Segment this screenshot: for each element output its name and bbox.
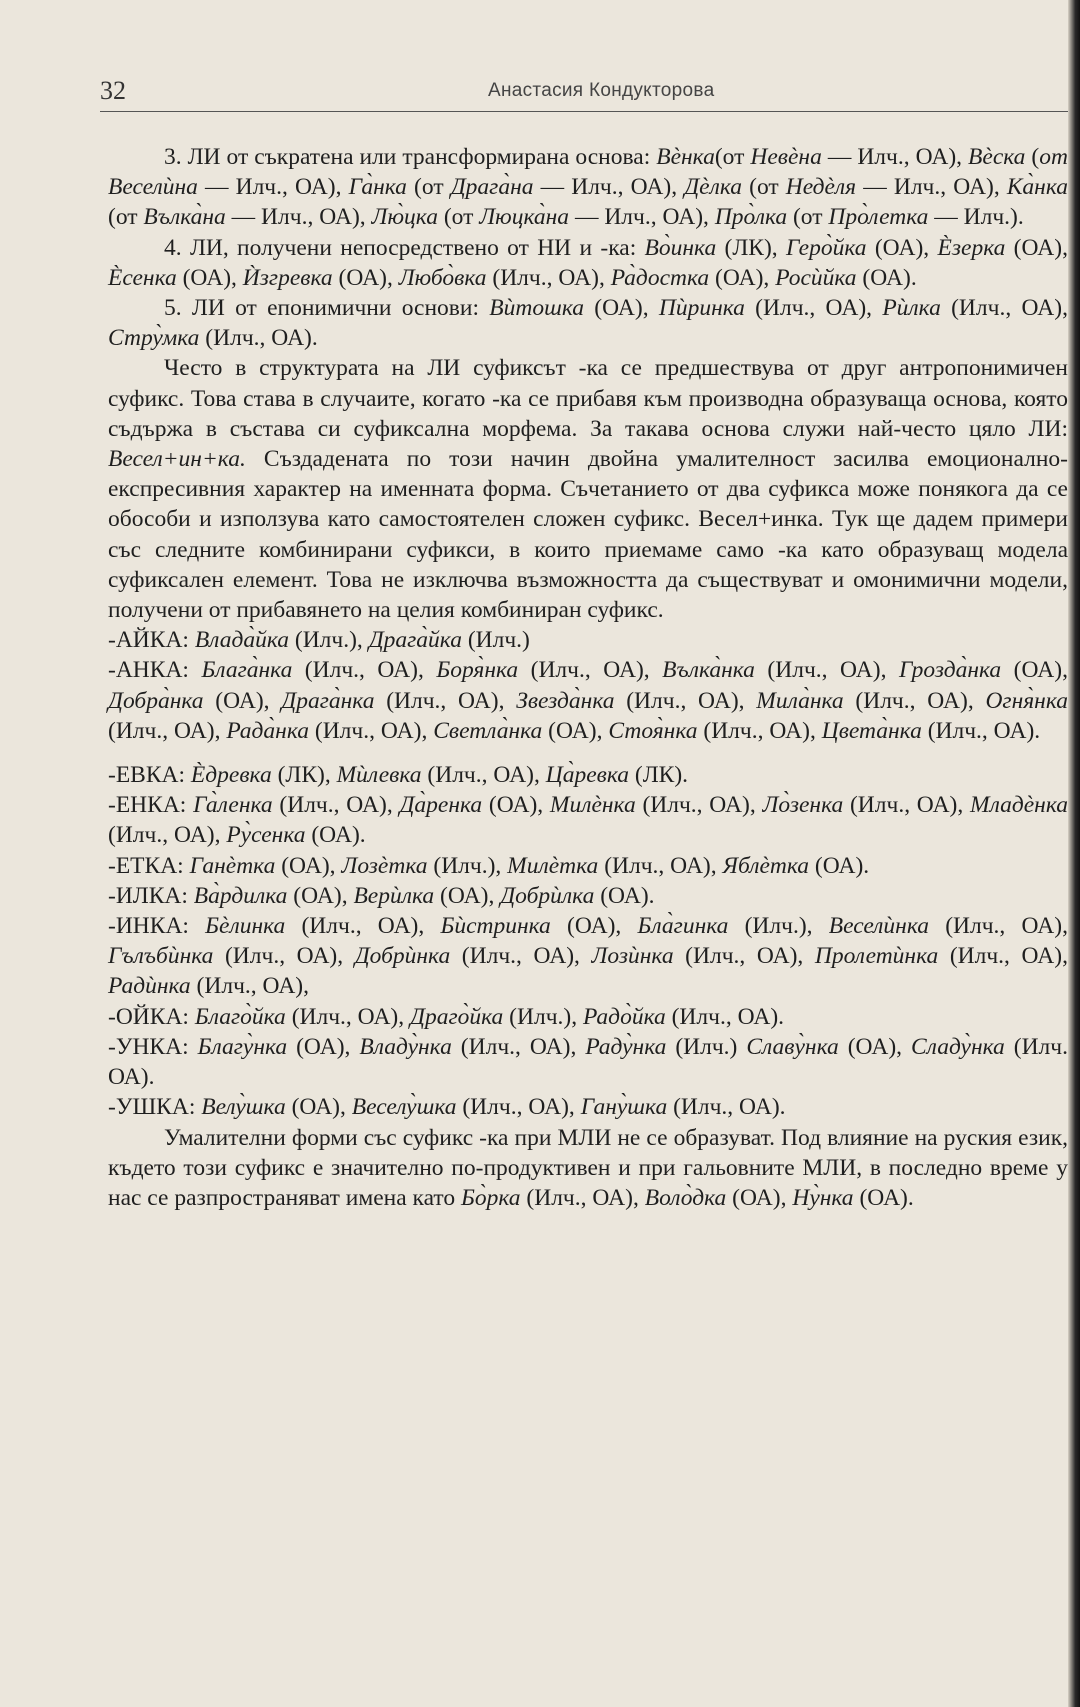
name-example: Пѝринка xyxy=(658,295,745,322)
text-run: (Илч., ОА), xyxy=(309,717,434,744)
body-text xyxy=(108,142,1068,1213)
name-example: Ва̀рдилка xyxy=(193,882,288,909)
paragraph-p9 xyxy=(108,760,1068,790)
paragraph-p3 xyxy=(108,142,1068,233)
text-run: (ОА), xyxy=(550,913,638,940)
text-run: (Илч., ОА), xyxy=(285,913,441,940)
name-example: Ѐдревка xyxy=(190,762,272,789)
text-run: -АНКА: xyxy=(108,657,202,684)
name-example: Раду̀нка xyxy=(585,1033,667,1060)
name-example: Добрѝлка xyxy=(500,882,595,909)
name-example: Ну̀нка xyxy=(792,1184,854,1211)
header-rule xyxy=(100,111,1068,112)
text-run: 5. ЛИ от епонимични основи: xyxy=(164,295,490,322)
text-run: Умалителни форми със суфикс -ка при МЛИ не се образуват. Под влияние на руския език, където този суфикс е значително по-продуктивен и при гальовните МЛИ, в последно време у нас се разпространяват имена като xyxy=(108,1124,1068,1211)
name-example: Любо̀вка xyxy=(398,264,487,291)
name-example: Звезда̀нка xyxy=(516,687,615,714)
name-example: Ѐзерка xyxy=(937,234,1006,261)
name-example: Верѝлка xyxy=(353,882,435,909)
text-run: (Илч., ОА), xyxy=(108,717,227,744)
text-run: Създадената по този начин двойна умалителност засилва емоционално-експресивния характер на именната форма. Съчетанието от два суфикса може понякога да се обособи и използува като самостоятелен сложен суфикс. Весел+инка. Тук ще дадем примери със следните комбинирани суфикси, в които приемаме само -ка като образуващ модела суфиксален елемент. Това не изключва възможността да съществуват и омонимични модели, получени от прибавянето на целия комбиниран суфикс. xyxy=(108,446,1068,624)
paragraph-p12 xyxy=(108,881,1068,911)
text-run: (ОА). xyxy=(305,822,366,849)
text-run: (Илч.), xyxy=(728,913,829,940)
name-example: Бла̀гинка xyxy=(637,913,729,940)
text-run: (ОА), xyxy=(1005,234,1068,261)
text-run: (Илч., ОА), xyxy=(744,295,883,322)
name-example: Гълъбѝнка xyxy=(108,943,214,970)
text-run: (ОА), xyxy=(287,882,354,909)
name-example: Вълка̀на xyxy=(143,204,226,231)
text-run: (Илч., ОА), xyxy=(421,762,546,789)
name-example: Бѐлинка xyxy=(205,913,286,940)
name-example: Цвета̀нка xyxy=(821,717,922,744)
text-run: (Илч., ОА). xyxy=(199,325,318,352)
text-run: (Илч.) xyxy=(666,1033,747,1060)
text-run: (Илч., ОА), xyxy=(190,973,309,1000)
text-run: (Илч., ОА), xyxy=(451,1033,586,1060)
text-run: (ЛК), xyxy=(716,234,787,261)
name-example: Мѝлевка xyxy=(336,762,422,789)
text-run: (ОА). xyxy=(856,264,917,291)
running-head: Анастасия Кондукторова xyxy=(488,80,715,101)
name-example: Вѝтошка xyxy=(489,295,584,322)
paragraph-p16 xyxy=(108,1092,1068,1122)
name-example: Про̀лка xyxy=(714,204,788,231)
name-example: Лю̀цка xyxy=(371,204,438,231)
name-example: Воло̀дка xyxy=(644,1184,727,1211)
text-run: (Илч., ОА), xyxy=(843,687,986,714)
text-run: (ОА), xyxy=(838,1033,911,1060)
text-run: (Илч., ОА), xyxy=(697,717,822,744)
name-example: Га̀ленка xyxy=(193,792,273,819)
text-run: -ЕНКА: xyxy=(108,792,194,819)
name-example: Ца̀ревка xyxy=(545,762,629,789)
name-example: Вълка̀нка xyxy=(662,657,755,684)
text-run: (Илч., ОА), xyxy=(940,295,1068,322)
text-run: (Илч., ОА), xyxy=(938,943,1068,970)
text-run: (Илч., ОА), xyxy=(520,1184,645,1211)
text-run: — Илч., ОА), xyxy=(197,174,349,201)
text-run: (ОА), xyxy=(482,792,550,819)
text-run: (Илч., ОА), xyxy=(213,943,355,970)
name-example: Веселѝнка xyxy=(828,913,929,940)
text-run: (от xyxy=(742,174,786,201)
text-run: (Илч., ОА). xyxy=(667,1094,786,1121)
name-example: Драга̀на xyxy=(450,174,534,201)
name-example: Вѐска xyxy=(968,144,1026,170)
name-example: Добра̀нка xyxy=(108,687,204,714)
text-run: (Илч., ОА), xyxy=(635,792,763,819)
text-run: (Илч., ОА), xyxy=(598,852,723,879)
name-example: Боря̀нка xyxy=(436,657,519,684)
text-run: (Илч., ОА), xyxy=(108,822,227,849)
name-example: Геро̀йка xyxy=(786,234,867,261)
paragraph-p11 xyxy=(108,851,1068,881)
text-run: (Илч., ОА), xyxy=(929,913,1068,940)
text-run: — Илч., ОА), xyxy=(569,204,715,231)
name-example: Весел+ин+ка. xyxy=(108,446,246,473)
text-run: (Илч., ОА). xyxy=(921,717,1041,744)
text-run: (Илч., ОА), xyxy=(614,687,757,714)
text-run: (Илч., ОА), xyxy=(486,264,611,291)
name-example: Ѐсенка xyxy=(108,264,177,291)
text-run: (Илч. ОА). xyxy=(108,1033,1068,1091)
name-example: Бѝстринка xyxy=(440,913,551,940)
name-example: Велу̀шка xyxy=(201,1094,286,1121)
name-example: Благу̀нка xyxy=(197,1033,288,1060)
name-example: Ра̀достка xyxy=(610,264,710,291)
name-example: Про̀летка xyxy=(828,204,929,231)
text-run: (ОА), xyxy=(285,1094,352,1121)
text-run: -УШКА: xyxy=(108,1094,202,1121)
text-run: (ЛК). xyxy=(629,762,689,789)
paragraph-p17 xyxy=(108,1123,1068,1214)
text-run: (Илч., ОА), xyxy=(272,792,400,819)
text-run: -АЙКА: xyxy=(108,627,195,654)
paragraph-p13 xyxy=(108,911,1068,1002)
name-example: Славу̀нка xyxy=(746,1033,839,1060)
name-example: Стру̀мка xyxy=(108,325,200,352)
text-run: (Илч.), xyxy=(289,627,369,654)
name-example: Дѐлка xyxy=(684,174,743,201)
text-run: -ИНКА: xyxy=(108,913,206,940)
name-example: Лозѐтка xyxy=(341,852,428,879)
name-example: Люцка̀на xyxy=(479,204,570,231)
paragraph-p15 xyxy=(108,1032,1068,1092)
name-example: Драга̀йка xyxy=(368,627,462,654)
name-example: Грозда̀нка xyxy=(898,657,1002,684)
paragraph-p7 xyxy=(108,625,1068,655)
text-run: — Илч.). xyxy=(928,204,1024,231)
text-run: (ОА), xyxy=(1001,657,1068,684)
name-example: Ѝзгревка xyxy=(242,264,333,291)
text-run: (ОА), xyxy=(203,687,282,714)
name-example: Владу̀нка xyxy=(359,1033,452,1060)
text-run: (ОА), xyxy=(287,1033,360,1060)
text-run: (ОА), xyxy=(434,882,501,909)
paragraph-p8 xyxy=(108,655,1068,746)
name-example: Яблѐтка xyxy=(722,852,809,879)
text-run: (от xyxy=(787,204,829,231)
name-example: Блага̀нка xyxy=(201,657,293,684)
text-run: -ЕВКА: xyxy=(108,762,191,789)
name-example: Рада̀нка xyxy=(226,717,309,744)
name-example: Мила̀нка xyxy=(756,687,844,714)
page-number: 32 xyxy=(100,76,126,105)
text-run: (ОА), xyxy=(866,234,938,261)
text-run: — Илч., ОА), xyxy=(856,174,1007,201)
text-run: (Илч., ОА), xyxy=(754,657,899,684)
text-run: ( xyxy=(1025,144,1040,170)
name-example: Росѝйка xyxy=(775,264,857,291)
name-example: Невѐна xyxy=(750,144,822,170)
name-example: Лозѝнка xyxy=(591,943,674,970)
text-run: (Илч., ОА), xyxy=(374,687,517,714)
text-run: (от xyxy=(437,204,480,231)
text-run: (ОА), xyxy=(542,717,609,744)
text-run: (ОА). xyxy=(594,882,655,909)
name-example: Огня̀нка xyxy=(985,687,1068,714)
paragraph-p14 xyxy=(108,1002,1068,1032)
name-example: Милѐнка xyxy=(549,792,636,819)
text-run: -УНКА: xyxy=(108,1033,198,1060)
name-example: Га̀нка xyxy=(348,174,407,201)
text-run: (Илч., ОА), xyxy=(450,943,592,970)
text-run: (ОА), xyxy=(584,295,659,322)
text-run: (ОА), xyxy=(176,264,243,291)
paragraph-p6 xyxy=(108,353,1068,625)
page-header xyxy=(100,72,1060,112)
text-run: (Илч., ОА), xyxy=(285,1003,411,1030)
page-edge-shadow xyxy=(1068,0,1080,1707)
name-example: Добрѝнка xyxy=(354,943,451,970)
name-example: Драго̀йка xyxy=(410,1003,504,1030)
text-run: — Илч., ОА), xyxy=(225,204,372,231)
text-run: — Илч., ОА), xyxy=(821,144,969,170)
text-run: (ЛК), xyxy=(271,762,337,789)
text-run: (ОА), xyxy=(275,852,342,879)
paragraph-p5 xyxy=(108,293,1068,353)
text-run: (Илч., ОА), xyxy=(518,657,663,684)
text-run: (ОА). xyxy=(853,1184,914,1211)
name-example: Вѐнка xyxy=(656,144,715,170)
text-run: (Илч., ОА), xyxy=(673,943,815,970)
name-example: Ру̀сенка xyxy=(226,822,306,849)
text-run: -ЕТКА: xyxy=(108,852,190,879)
name-example: Радѝнка xyxy=(108,973,191,1000)
text-run: (Илч., ОА), xyxy=(292,657,437,684)
paragraph-p10 xyxy=(108,790,1068,850)
name-example: Драга̀нка xyxy=(281,687,375,714)
text-run: — Илч., ОА), xyxy=(533,174,685,201)
text-run: -ИЛКА: xyxy=(108,882,194,909)
text-run: -ОЙКА: xyxy=(108,1003,195,1030)
text-run: (Илч.), xyxy=(503,1003,583,1030)
text-run: (Илч., ОА), xyxy=(456,1094,581,1121)
text-run: (ОА), xyxy=(332,264,399,291)
name-example: Младѐнка xyxy=(970,792,1068,819)
name-example: Благо̀йка xyxy=(194,1003,286,1030)
paragraph-p4 xyxy=(108,233,1068,293)
text-run: (ОА), xyxy=(709,264,776,291)
name-example: Во̀инка xyxy=(644,234,717,261)
name-example: Милѐтка xyxy=(507,852,599,879)
text-run: (от xyxy=(406,174,451,201)
text-run: (Илч., ОА), xyxy=(843,792,970,819)
text-run: (Илч.) xyxy=(461,627,530,654)
name-example: Стоя̀нка xyxy=(608,717,698,744)
text-run: Често в структурата на ЛИ суфиксът -ка се предшествува от друг антропонимичен суфикс. Това става в случаите, когато -ка се прибавя към производна образуваща основа, която съдържа в състава си суфиксална морфема. За такава основа служи най-често цяло ЛИ: xyxy=(108,355,1068,442)
name-example: Светла̀нка xyxy=(433,717,543,744)
name-example: Веселу̀шка xyxy=(351,1094,457,1121)
text-run: (ОА), xyxy=(726,1184,793,1211)
text-run: (Илч., ОА). xyxy=(665,1003,785,1030)
name-example: Ка̀нка xyxy=(1006,174,1068,201)
name-example: Пролетѝнка xyxy=(814,943,939,970)
text-run: (от xyxy=(714,144,751,170)
name-example: Недѐля xyxy=(785,174,857,201)
text-run: 4. ЛИ, получени непосредствено от НИ и -ка: xyxy=(164,234,645,261)
text-run: (Илч.), xyxy=(427,852,508,879)
name-example: Да̀ренка xyxy=(399,792,483,819)
name-example: Ло̀зенка xyxy=(762,792,844,819)
name-example: Сладу̀нка xyxy=(910,1033,1005,1060)
text-run: 3. ЛИ от съкратена или трансформирана основа: xyxy=(164,144,657,170)
name-example: Влада̀йка xyxy=(194,627,290,654)
name-example: Бо̀рка xyxy=(461,1184,521,1211)
name-example: Гану̀шка xyxy=(580,1094,668,1121)
text-run: (ОА). xyxy=(809,852,870,879)
text-run: (от xyxy=(108,204,144,231)
name-example: Рѝлка xyxy=(882,295,941,322)
name-example: Ганѐтка xyxy=(189,852,276,879)
name-example: Радо̀йка xyxy=(582,1003,666,1030)
name-example: от Веселѝна xyxy=(108,144,1068,201)
